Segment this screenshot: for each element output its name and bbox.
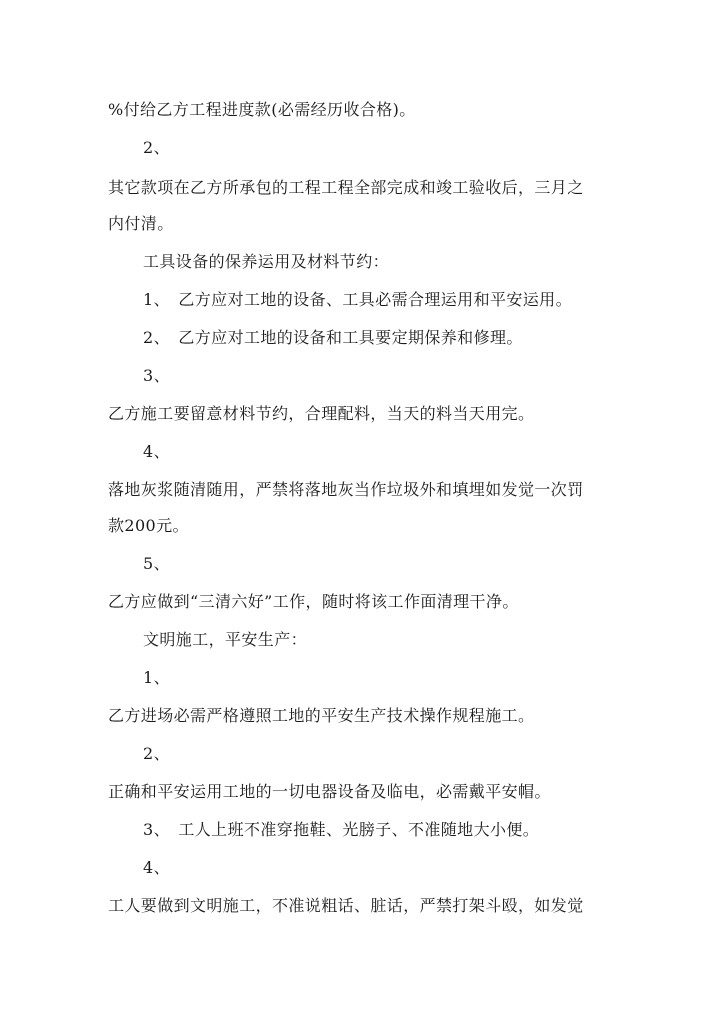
list-item: 1、 乙方应对工地的设备、工具必需合理运用和平安运用。 [143, 290, 572, 309]
text-line: 款200元。 [108, 516, 189, 535]
item-number: 2、 [143, 138, 170, 157]
item-number: 5、 [143, 554, 170, 573]
text-line: 乙方进场必需严格遵照工地的平安生产技术操作规程施工。 [108, 706, 535, 725]
section-heading-safety: 文明施工，平安生产： [143, 630, 308, 649]
text-line: 乙方施工要留意材料节约，合理配料，当天的料当天用完。 [108, 404, 535, 423]
item-number: 2、 [143, 744, 170, 763]
text-line: 正确和平安运用工地的一切电器设备及临电，必需戴平安帽。 [108, 782, 551, 801]
text-line-1: %付给乙方工程进度款(必需经历收合格)。 [108, 100, 416, 119]
text-line-3: 内付清。 [108, 214, 174, 233]
section-heading-tools: 工具设备的保养运用及材料节约： [143, 252, 390, 271]
text-line: 工人要做到文明施工，不准说粗话、脏话，严禁打架斗殴，如发觉 [108, 896, 584, 915]
item-number: 4、 [143, 442, 170, 461]
text-line: 落地灰浆随清随用，严禁将落地灰当作垃圾外和填埋如发觉一次罚 [108, 480, 584, 499]
list-item: 3、 工人上班不准穿拖鞋、光膀子、不准随地大小便。 [143, 820, 540, 839]
text-line: 乙方应做到“三清六好”工作，随时将该工作面清理干净。 [108, 592, 519, 611]
item-number: 4、 [143, 858, 170, 877]
list-item: 2、 乙方应对工地的设备和工具要定期保养和修理。 [143, 328, 523, 347]
item-number: 1、 [143, 668, 170, 687]
item-number: 3、 [143, 366, 170, 385]
text-line-2: 其它款项在乙方所承包的工程工程全部完成和竣工验收后，三月之 [108, 178, 584, 197]
